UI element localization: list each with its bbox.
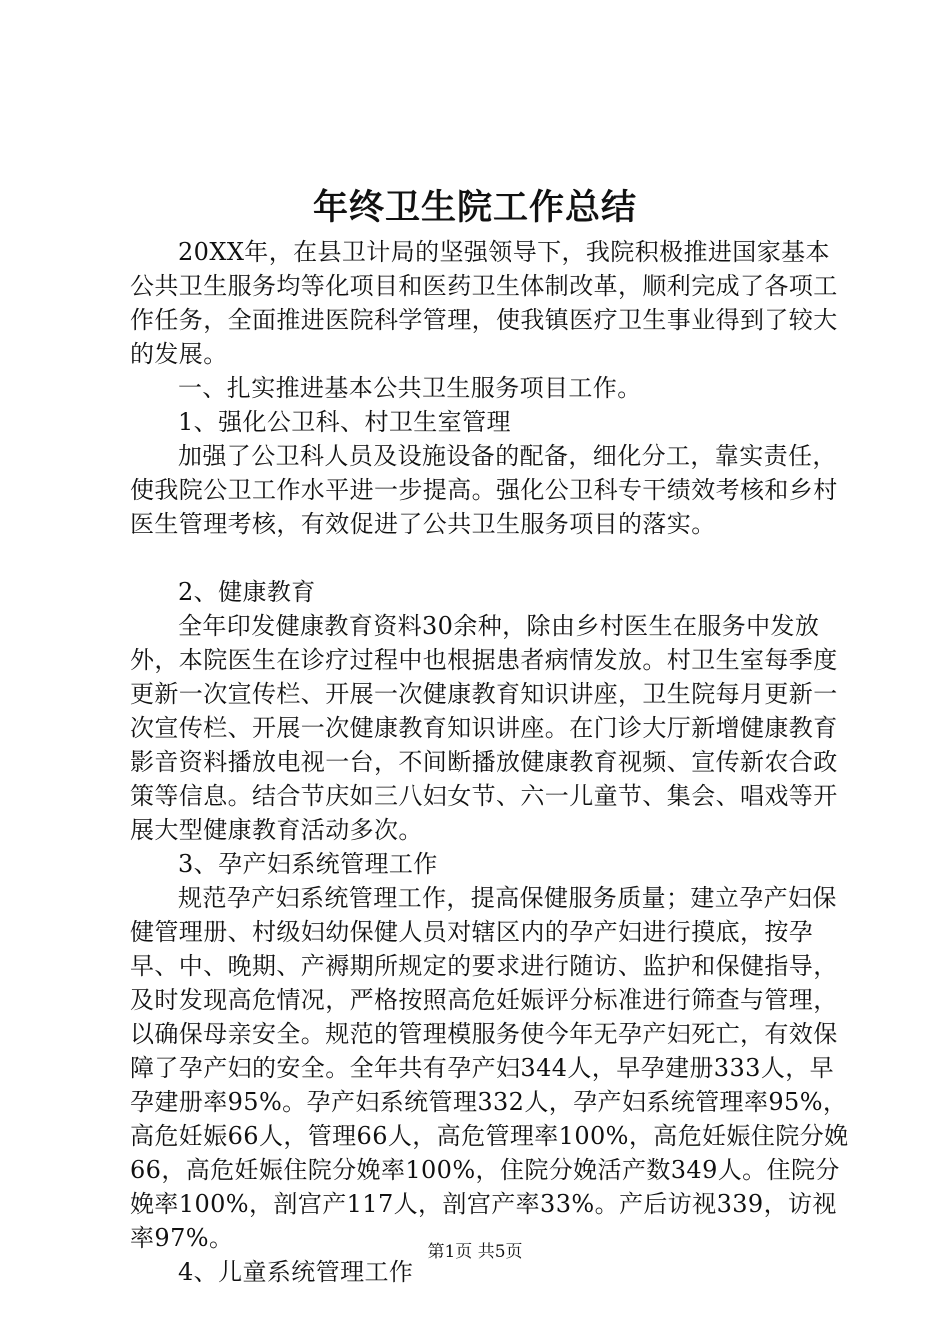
document-body [130,235,850,1289]
subsection-1-text: 加强了公卫科人员及设施设备的配备，细化分工，靠实责任，使我院公卫工作水平进一步提高。强化公卫科专干绩效考核和乡村医生管理考核，有效促进了公共卫生服务项目的落实。 [130,442,838,538]
subsection-2-heading: 2、健康教育 [178,578,316,606]
subsection-4-heading: 4、儿童系统管理工作 [178,1258,414,1286]
section-1-heading: 一、扎实推进基本公共卫生服务项目工作。 [178,374,642,402]
intro-paragraph: 20XX年，在县卫计局的坚强领导下，我院积极推进国家基本公共卫生服务均等化项目和医药卫生体制改革，顺利完成了各项工作任务，全面推进医院科学管理，使我镇医疗卫生事业得到了较大的发展。 [130,238,838,368]
subsection-3-text: 规范孕产妇系统管理工作，提高保健服务质量；建立孕产妇保健管理册、村级妇幼保健人员对辖区内的孕产妇进行摸底，按孕早、中、晚期、产褥期所规定的要求进行随访、监护和保健指导，及时发现高危情况，严格按照高危妊娠评分标准进行筛查与管理，以确保母亲安全。规范的管理模服务使今年无孕产妇死亡，有效保障了孕产妇的安全。全年共有孕产妇344人，早孕建册333人，早孕建册率95%。孕产妇系统管理332人，孕产妇系统管理率95%，高危妊娠66人，管理66人，高危管理率100%，高危妊娠住院分娩66，高危妊娠住院分娩率100%，住院分娩活产数349人。住院分娩率100%，剖宫产117人，剖宫产率33%。产后访视339，访视率97%。 [130,884,849,1252]
subsection-3-heading: 3、孕产妇系统管理工作 [178,850,438,878]
subsection-1-heading: 1、强化公卫科、村卫生室管理 [178,408,511,436]
page-number-footer: 第1页 共5页 [427,1242,523,1262]
subsection-2-text: 全年印发健康教育资料30余种，除由乡村医生在服务中发放外，本院医生在诊疗过程中也根据患者病情发放。村卫生室每季度更新一次宣传栏、开展一次健康教育知识讲座，卫生院每月更新一次宣传栏、开展一次健康教育知识讲座。在门诊大厅新增健康教育影音资料播放电视一台，不间断播放健康教育视频、宣传新农合政策等信息。结合节庆如三八妇女节、六一儿童节、集会、唱戏等开展大型健康教育活动多次。 [130,612,838,844]
document-title: 年终卫生院工作总结 [312,187,637,228]
